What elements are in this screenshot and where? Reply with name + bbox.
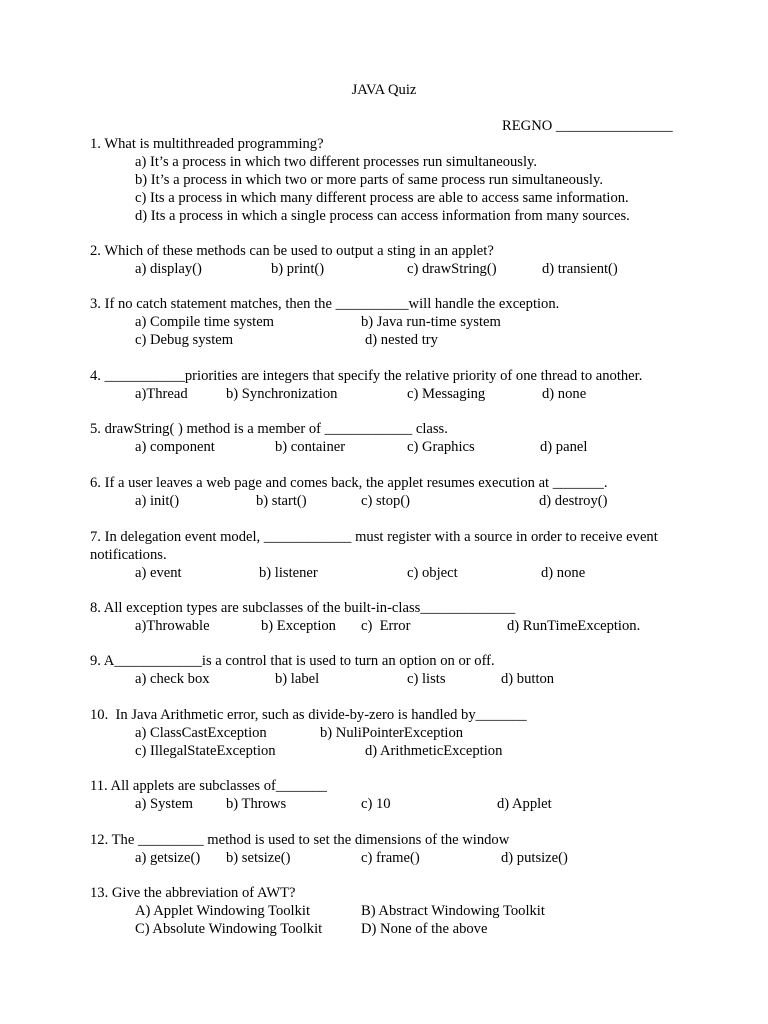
question-10 [90,706,690,760]
option-c: c) Debug system [135,332,234,348]
option-d: D) None of the above [361,921,488,937]
question-5 [90,420,690,456]
option-c: C) Absolute Windowing Toolkit [135,921,323,937]
option-b: b) Exception [261,618,336,634]
option-a: a) getsize() [135,850,201,866]
option-b: b) NuliPointerException [320,725,464,741]
option-b: b) Java run-time system [361,314,501,330]
option-b: b) listener [259,565,318,581]
option-a: a) check box [135,671,210,687]
question-text: 4. ___________priorities are integers that specify the relative priority of one thread to another. [90,368,643,384]
option-d: d) nested try [365,332,438,348]
option-d: d) putsize() [501,850,568,866]
option-c: c) Graphics [407,439,475,455]
option-c: c) lists [407,671,446,687]
question-8 [90,599,690,635]
option-a: a) event [135,565,182,581]
question-text: 1. What is multithreaded programming? [90,136,324,152]
question-text: 12. The _________ method is used to set the dimensions of the window [90,832,510,848]
option-b: b) label [275,671,320,687]
option-c: c) Messaging [407,386,486,402]
option-b: b) It’s a process in which two or more parts of same process run simultaneously. [135,172,603,188]
option-c: c) Its a process in which many different process are able to access same information. [135,190,629,206]
option-a: a) Compile time system [135,314,275,330]
question-3 [90,295,690,349]
option-c: c) Error [361,618,411,634]
option-b: b) Synchronization [226,386,338,402]
question-text: 10. In Java Arithmetic error, such as divide-by-zero is handled by_______ [90,707,527,723]
option-d: d) destroy() [539,493,608,509]
question-6 [90,474,690,510]
option-c: c) drawString() [407,261,497,277]
option-a: A) Applet Windowing Toolkit [135,903,311,919]
question-text: 9. A____________is a control that is used to turn an option on or off. [90,653,495,669]
option-a: a) System [135,796,193,812]
option-d: d) none [541,565,586,581]
option-c: c) object [407,565,458,581]
option-c: c) IllegalStateException [135,743,276,759]
option-a: a)Thread [135,386,188,402]
question-2 [90,242,690,278]
option-a: a)Throwable [135,618,210,634]
page-title: JAVA Quiz [351,82,417,98]
option-b: b) Throws [226,796,287,812]
option-a: a) init() [135,493,180,509]
option-c: c) frame() [361,850,420,866]
option-d: d) ArithmeticException [365,743,503,759]
question-text: 11. All applets are subclasses of_______ [90,778,327,794]
option-b: b) setsize() [226,850,291,866]
question-9 [90,652,690,688]
option-d: d) Applet [497,796,552,812]
option-c: c) stop() [361,493,411,509]
option-c: c) 10 [361,796,391,812]
regno-field: REGNO ________________ [502,118,673,134]
question-text: 13. Give the abbreviation of AWT? [90,885,296,901]
option-a: a) ClassCastException [135,725,267,741]
question-11 [90,777,690,813]
option-b: b) start() [256,493,307,509]
question-1 [90,135,690,225]
option-d: d) button [501,671,555,687]
option-d: d) RunTimeException. [507,618,641,634]
question-12 [90,831,690,867]
question-13 [90,884,690,938]
question-text: 6. If a user leaves a web page and comes back, the applet resumes execution at _______. [90,475,608,491]
option-d: d) panel [540,439,588,455]
question-text: 8. All exception types are subclasses of the built-in-class_____________ [90,600,516,616]
question-4 [90,367,690,403]
option-a: a) It’s a process in which two different processes run simultaneously. [135,154,538,170]
option-b: b) print() [271,261,325,277]
option-a: a) component [135,439,215,455]
option-b: b) container [275,439,346,455]
question-text: 7. In delegation event model, ____________ must register with a source in order to receive event notifications. [90,529,662,563]
question-text: 5. drawString( ) method is a member of ____________ class. [90,421,448,437]
option-d: d) transient() [542,261,618,277]
option-b: B) Abstract Windowing Toolkit [361,903,545,919]
option-d: d) Its a process in which a single process can access information from many sources. [135,208,630,224]
question-7 [90,528,690,582]
question-text: 3. If no catch statement matches, then the __________will handle the exception. [90,296,560,312]
option-d: d) none [542,386,587,402]
option-a: a) display() [135,261,202,277]
question-text: 2. Which of these methods can be used to output a sting in an applet? [90,243,494,259]
